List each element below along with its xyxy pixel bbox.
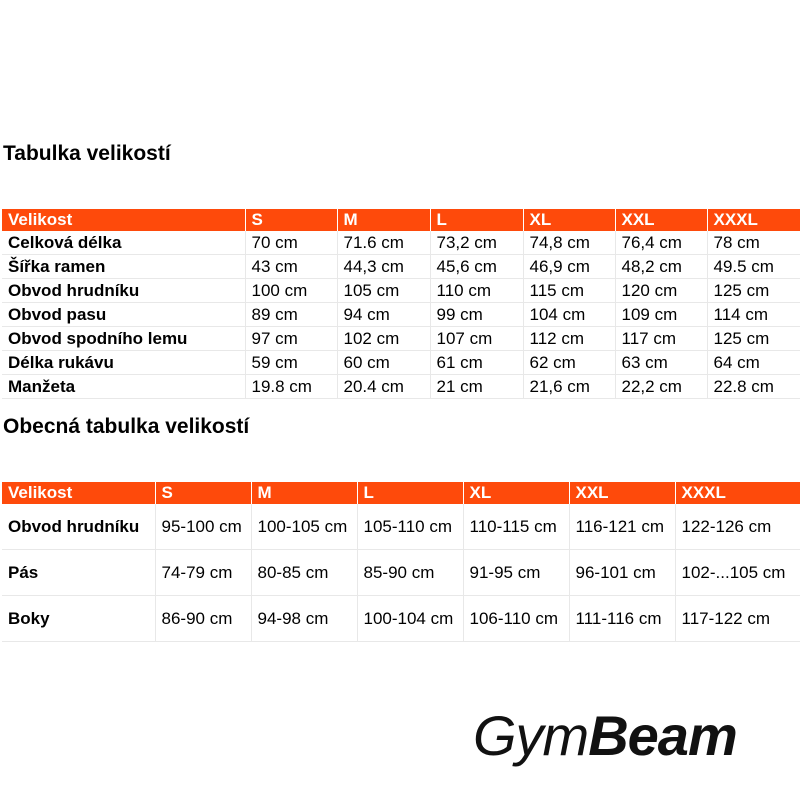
table-cell: 86-90 cm: [155, 596, 251, 642]
general-size-table-title: Obecná tabulka velikostí: [3, 415, 250, 438]
table-row: [2, 279, 800, 303]
table-cell: 96-101 cm: [569, 550, 675, 596]
table-cell: 102 cm: [337, 327, 430, 351]
table-cell: 85-90 cm: [357, 550, 463, 596]
table-cell: 62 cm: [523, 351, 615, 375]
table-cell: 22,2 cm: [615, 375, 707, 399]
table-cell: 95-100 cm: [155, 504, 251, 550]
header-cell: XXXL: [707, 209, 800, 231]
size-table-title: Tabulka velikostí: [3, 142, 171, 165]
table-cell: 60 cm: [337, 351, 430, 375]
table-cell: 63 cm: [615, 351, 707, 375]
header-cell: XL: [463, 482, 569, 504]
table-cell: 46,9 cm: [523, 255, 615, 279]
table-cell: 102-...105 cm: [675, 550, 800, 596]
table-cell: 21,6 cm: [523, 375, 615, 399]
table-cell: 114 cm: [707, 303, 800, 327]
table-cell: 22.8 cm: [707, 375, 800, 399]
row-label: Boky: [2, 596, 155, 642]
header-cell: L: [357, 482, 463, 504]
size-table-header-row: [2, 209, 800, 231]
table-cell: 100 cm: [245, 279, 337, 303]
table-row: [2, 504, 800, 550]
table-cell: 45,6 cm: [430, 255, 523, 279]
table-cell: 116-121 cm: [569, 504, 675, 550]
header-cell: M: [337, 209, 430, 231]
header-cell: XXL: [569, 482, 675, 504]
table-cell: 74-79 cm: [155, 550, 251, 596]
table-cell: 100-105 cm: [251, 504, 357, 550]
table-row: [2, 375, 800, 399]
header-cell: XL: [523, 209, 615, 231]
row-label: Délka rukávu: [2, 351, 245, 375]
table-row: [2, 255, 800, 279]
table-cell: 117-122 cm: [675, 596, 800, 642]
table-cell: 48,2 cm: [615, 255, 707, 279]
row-label: Celková délka: [2, 231, 245, 255]
header-cell: Velikost: [2, 209, 245, 231]
table-cell: 97 cm: [245, 327, 337, 351]
general-size-table-header-row: [2, 482, 800, 504]
table-cell: 100-104 cm: [357, 596, 463, 642]
table-cell: 110 cm: [430, 279, 523, 303]
table-cell: 76,4 cm: [615, 231, 707, 255]
table-cell: 106-110 cm: [463, 596, 569, 642]
row-label: Manžeta: [2, 375, 245, 399]
header-cell: S: [155, 482, 251, 504]
row-label: Obvod hrudníku: [2, 504, 155, 550]
general-size-table: [2, 482, 800, 642]
row-label: Šířka ramen: [2, 255, 245, 279]
table-cell: 64 cm: [707, 351, 800, 375]
gymbeam-logo: [473, 704, 737, 767]
header-cell: Velikost: [2, 482, 155, 504]
table-cell: 111-116 cm: [569, 596, 675, 642]
table-cell: 105 cm: [337, 279, 430, 303]
row-label: Obvod hrudníku: [2, 279, 245, 303]
table-cell: 112 cm: [523, 327, 615, 351]
header-cell: S: [245, 209, 337, 231]
table-cell: 110-115 cm: [463, 504, 569, 550]
row-label: Pás: [2, 550, 155, 596]
table-cell: 99 cm: [430, 303, 523, 327]
table-cell: 20.4 cm: [337, 375, 430, 399]
table-cell: 125 cm: [707, 279, 800, 303]
table-row: [2, 351, 800, 375]
header-cell: L: [430, 209, 523, 231]
table-cell: 91-95 cm: [463, 550, 569, 596]
table-cell: 109 cm: [615, 303, 707, 327]
table-row: [2, 231, 800, 255]
table-cell: 122-126 cm: [675, 504, 800, 550]
size-table: [2, 209, 800, 399]
logo-beam: Beam: [588, 704, 737, 767]
table-cell: 43 cm: [245, 255, 337, 279]
table-row: [2, 327, 800, 351]
header-cell: M: [251, 482, 357, 504]
table-cell: 70 cm: [245, 231, 337, 255]
row-label: Obvod pasu: [2, 303, 245, 327]
header-cell: XXL: [615, 209, 707, 231]
table-cell: 107 cm: [430, 327, 523, 351]
table-cell: 120 cm: [615, 279, 707, 303]
table-cell: 49.5 cm: [707, 255, 800, 279]
table-cell: 78 cm: [707, 231, 800, 255]
table-cell: 61 cm: [430, 351, 523, 375]
logo-gym: Gym: [473, 704, 589, 767]
table-cell: 44,3 cm: [337, 255, 430, 279]
row-label: Obvod spodního lemu: [2, 327, 245, 351]
table-cell: 21 cm: [430, 375, 523, 399]
table-row: [2, 550, 800, 596]
header-cell: XXXL: [675, 482, 800, 504]
table-cell: 74,8 cm: [523, 231, 615, 255]
table-row: [2, 303, 800, 327]
table-cell: 94-98 cm: [251, 596, 357, 642]
table-cell: 80-85 cm: [251, 550, 357, 596]
table-cell: 19.8 cm: [245, 375, 337, 399]
table-cell: 94 cm: [337, 303, 430, 327]
table-cell: 104 cm: [523, 303, 615, 327]
table-cell: 105-110 cm: [357, 504, 463, 550]
table-cell: 125 cm: [707, 327, 800, 351]
table-cell: 59 cm: [245, 351, 337, 375]
table-cell: 73,2 cm: [430, 231, 523, 255]
table-row: [2, 596, 800, 642]
table-cell: 117 cm: [615, 327, 707, 351]
table-cell: 89 cm: [245, 303, 337, 327]
table-cell: 71.6 cm: [337, 231, 430, 255]
table-cell: 115 cm: [523, 279, 615, 303]
